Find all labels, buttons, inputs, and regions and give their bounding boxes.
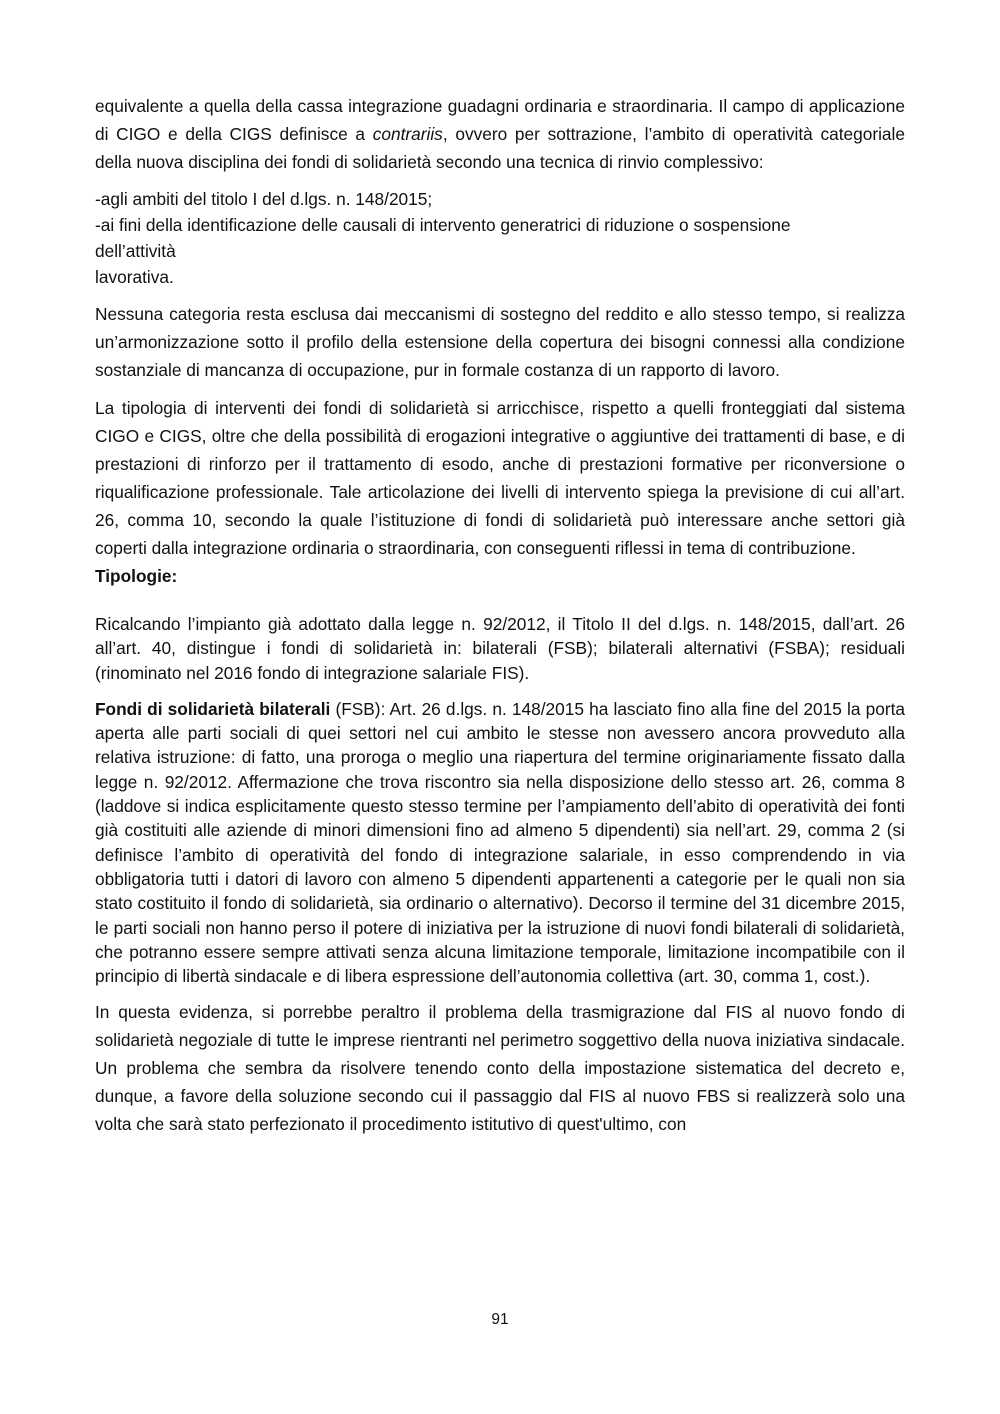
list-item-2: -ai fini della identificazione delle causali di intervento generatrici di riduzione o sospensione <box>95 215 791 235</box>
rinvio-list <box>95 186 905 290</box>
paragraph-fondi-bilaterali <box>95 697 905 989</box>
paragraph-intro-italic: contrariis <box>372 124 443 144</box>
paragraph-fondi-bilaterali-title: Fondi di solidarietà bilaterali <box>95 698 331 719</box>
paragraph-intro <box>95 92 905 176</box>
list-item-2-end: lavorativa. <box>95 267 174 287</box>
paragraph-tipologia-interventi: La tipologia di interventi dei fondi di solidarietà si arricchisce, rispetto a quelli fronteggiati dal sistema CIGO e CIGS, oltre che della possibilità di erogazioni integrative o aggiuntive dei trattamenti di base, e di prestazioni di rinforzo per il trattamento di esodo, anche di prestazioni formative per riconversione o riqualificazione professionale. Tale articolazione dei livelli di intervento spiega la previsione di cui all’art. 26, comma 10, secondo la quale l’istituzione di fondi di solidarietà può interessare anche settori già coperti dalla integrazione ordinaria o straordinaria, con conseguenti riflessi in tema di contribuzione. <box>95 398 905 558</box>
list-item-1: -agli ambiti del titolo I del d.lgs. n. 148/2015; <box>95 189 433 209</box>
paragraph-intro-text-2: , ovvero per sottrazione, l’ambito di operatività categoriale della nuova disciplina dei fondi di solidarietà secondo una tecnica di rinvio complessivo: <box>95 124 905 172</box>
page-number: 91 <box>491 1311 509 1328</box>
section-heading-tipologie: Tipologie: <box>95 566 178 586</box>
list-item-2-continuation: dell’attività <box>95 241 176 261</box>
document-page <box>95 92 905 1138</box>
paragraph-trasmigrazione: In questa evidenza, si porrebbe peraltro il problema della trasmigrazione dal FIS al nuovo fondo di solidarietà negoziale di tutte le imprese rientranti nel perimetro soggettivo della nuova iniziativa sindacale. Un problema che sembra da risolvere tenendo conto della impostazione sistematica del decreto e, dunque, a favore della soluzione secondo cui il passaggio dal FIS al nuovo FBS si realizzerà solo una volta che sarà stato perfezionato il procedimento istitutivo di quest'ultimo, con <box>95 1002 905 1135</box>
paragraph-intro-text-1: equivalente a quella della cassa integrazione guadagni ordinaria e straordinaria. Il campo di applicazione di CIGO e della CIGS definisce a <box>95 96 905 144</box>
paragraph-nessuna-categoria: Nessuna categoria resta esclusa dai meccanismi di sostegno del reddito e allo stesso tempo, si realizza un’armonizzazione sotto il profilo della estensione della copertura dei bisogni connessi alla condizione sostanziale di mancanza di occupazione, pur in formale costanza di un rapporto di lavoro. <box>95 304 905 380</box>
paragraph-ricalcando: Ricalcando l’impianto già adottato dalla legge n. 92/2012, il Titolo II del d.lgs. n. 148/2015, dall’art. 26 all’art. 40, distingue i fondi di solidarietà in: bilaterali (FSB); bilaterali alternativi (FSBA); residuali (rinominato nel 2016 fondo di integrazione salariale FIS). <box>95 614 905 683</box>
paragraph-fondi-bilaterali-text: (FSB): Art. 26 d.lgs. n. 148/2015 ha lasciato fino alla fine del 2015 la porta aperta alle parti sociali di quei settori nel cui ambito le stesse non avessero ancora provveduto alla relativa istruzione: di fatto, una proroga o meglio una riapertura del termine originariamente fissato dalla legge n. 92/2012. Affermazione che trova riscontro sia nella disposizione dello stesso art. 26, comma 8 (laddove si indica esplicitamente questo stesso termine per l’ampiamento dell’abito di operatività dei fonti già costituiti alle aziende di minori dimensioni fino ad almeno 5 dipendenti) sia nell’art. 29, comma 2 (si definisce l’ambito di operatività del fondo di integrazione salariale, in esso comprendendo in via obbligatoria tutti i datori di lavoro con almeno 5 dipendenti appartenenti a categorie per le quali non sia stato costituito il fondo di solidarietà, sia ordinario o alternativo). Decorso il termine del 31 dicembre 2015, le parti sociali non hanno perso il potere di iniziativa per la istruzione di nuovi fondi bilaterali di solidarietà, che potranno essere sempre attivati senza alcuna limitazione temporale, limitazione incompatibile con il principio di libertà sindacale e di libera espressione dell’autonomia collettiva (art. 30, comma 1, cost.). <box>95 698 905 987</box>
